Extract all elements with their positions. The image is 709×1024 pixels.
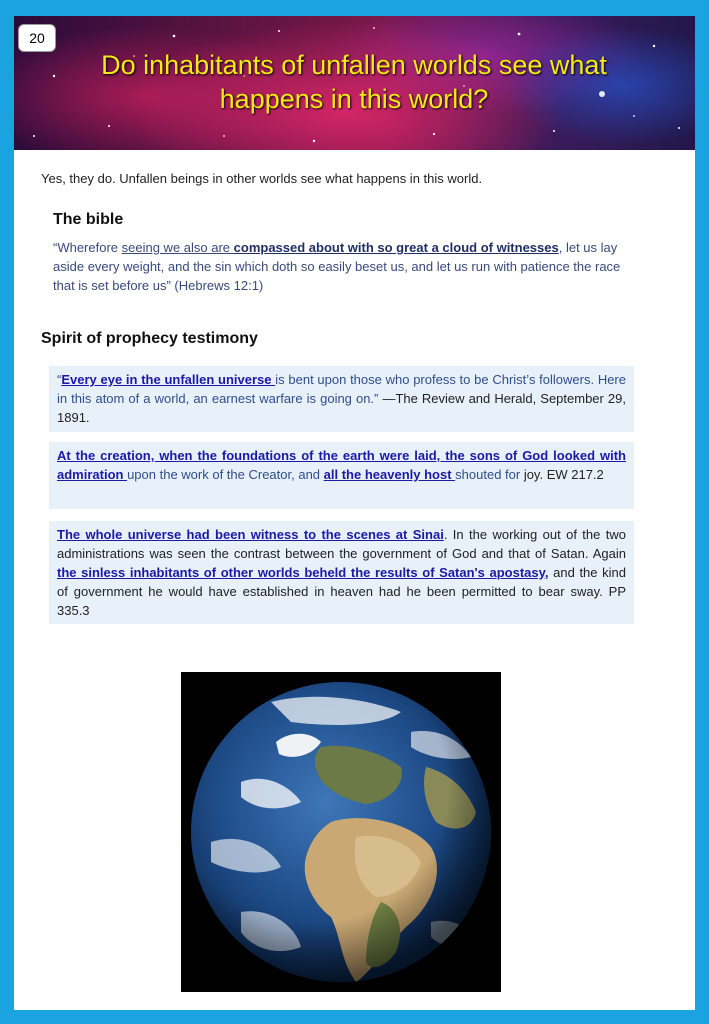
bible-quote — [53, 238, 633, 295]
banner-nebula-image — [14, 16, 695, 150]
page-number: 20 — [18, 24, 56, 52]
quote2-highlight-2: all the heavenly host — [323, 467, 456, 482]
quote2-text-2: shouted for — [455, 467, 524, 482]
quote-box-1 — [49, 366, 634, 432]
bible-quote-open: “Wherefore — [53, 240, 122, 255]
quote1-source: —The Review and Herald, September 29, 1891. — [57, 391, 626, 425]
earth-image — [181, 672, 501, 992]
quote3-text-2: and the kind of government he would have established in heaven had he been permitted to bear sway. PP 335.3 — [57, 565, 626, 618]
quote1-open: “ — [57, 372, 62, 387]
quote3-text-1: . In the working out of the two administrations was seen the contrast between the government of God and that of Satan. Again — [57, 527, 626, 561]
quote2-highlight-1: At the creation, when the foundations of the earth were laid, the sons of God looked with admiration — [57, 448, 626, 482]
quote-box-3 — [49, 521, 634, 624]
sop-heading: Spirit of prophecy testimony — [41, 330, 258, 347]
quote3-highlight-2: the sinless inhabitants of other worlds beheld the results of Satan's apostasy, — [57, 565, 549, 580]
bible-quote-rest: , let us lay aside every weight, and the sin which doth so easily beset us, and let us run with patience the race that is set before us” (Hebrews 12:1) — [53, 240, 621, 293]
quote1-text: is bent upon those who profess to be Christ’s followers. Here in this atom of a world, an earnest warfare is going on.” — [57, 372, 626, 406]
quote-box-2 — [49, 442, 634, 509]
intro-text: Yes, they do. Unfallen beings in other worlds see what happens in this world. — [41, 171, 483, 186]
quote2-text-1: upon the work of the Creator, and — [127, 467, 324, 482]
quote2-source: joy. EW 217.2 — [523, 467, 604, 482]
bible-quote-emphasis: compassed about with so great a cloud of witnesses — [233, 240, 559, 255]
quote3-highlight-1: The whole universe had been witness to the scenes at Sinai — [57, 527, 444, 542]
bible-quote-underlined: seeing we also are — [121, 240, 234, 255]
earth-globe-icon — [181, 672, 501, 992]
bible-heading: The bible — [53, 211, 124, 228]
page-title: Do inhabitants of unfallen worlds see what happens in this world? — [101, 50, 607, 114]
quote1-highlight: Every eye in the unfallen universe — [61, 372, 276, 387]
page — [14, 16, 695, 1010]
